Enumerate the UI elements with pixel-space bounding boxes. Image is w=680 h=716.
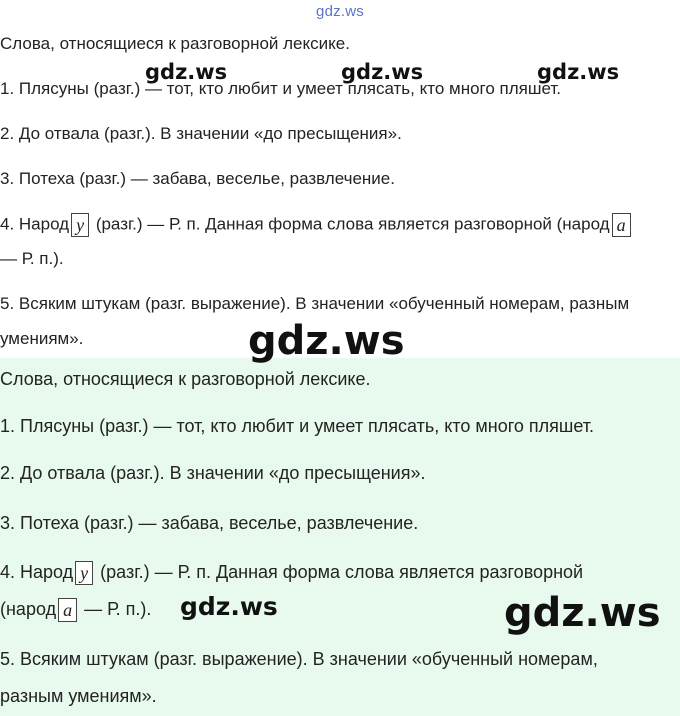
item-1: 1. Плясуны (разг.) — тот, кто любит и умеет плясать, кто много пляшет. [0,79,562,98]
section-heading: Слова, относящиеся к разговорной лексике. [0,34,350,53]
section-heading: Слова, относящиеся к разговорной лексике. [0,369,371,389]
item-4-text-mid: (разг.) — Р. п. Данная форма слова является разговорной (народ [91,214,610,234]
ending-box-u: у [71,213,89,237]
watermark-lower-right: gdz.ws [504,590,661,636]
item-4-text-start: 4. Народ [0,562,74,582]
watermark-row1-a: gdz.ws [145,60,228,84]
watermark-row1-b: gdz.ws [341,60,424,84]
item-3: 3. Потеха (разг.) — забава, веселье, развлечение. [0,169,395,188]
item-4-text-end: — Р. п.). [79,599,152,619]
item-5-line-1: 5. Всяким штукам (разг. выражение). В значении «обученный номерам, разным [0,294,630,313]
watermark-lower-left: gdz.ws [180,592,278,621]
watermark-row1-c: gdz.ws [537,60,620,84]
item-5-line-1: 5. Всяким штукам (разг. выражение). В значении «обученный номерам, [0,649,598,669]
item-2: 2. До отвала (разг.). В значении «до пресыщения». [0,463,426,483]
item-4-line-1 [0,213,633,237]
ending-box-a: а [612,213,631,237]
item-4-text-start-2: (народ [0,599,57,619]
item-1: 1. Плясуны (разг.) — тот, кто любит и умеет плясать, кто много пляшет. [0,416,595,436]
item-4-line-1 [0,561,583,585]
item-4-line-2: — Р. п.). [0,249,64,268]
watermark-top: gdz.ws [316,3,364,20]
answer-section-highlighted [0,358,680,716]
item-2: 2. До отвала (разг.). В значении «до пресыщения». [0,124,402,143]
item-3: 3. Потеха (разг.) — забава, веселье, развлечение. [0,513,419,533]
item-5-line-2: разным умениям». [0,686,157,706]
watermark-middle: gdz.ws [248,318,405,364]
ending-box-a: а [58,598,77,622]
ending-box-u: у [75,561,93,585]
item-4-line-2 [0,598,151,622]
item-4-text-start: 4. Народ [0,214,70,234]
item-5-line-2: умениям». [0,329,84,348]
item-4-text-mid: (разг.) — Р. п. Данная форма слова является разговорной [95,562,584,582]
